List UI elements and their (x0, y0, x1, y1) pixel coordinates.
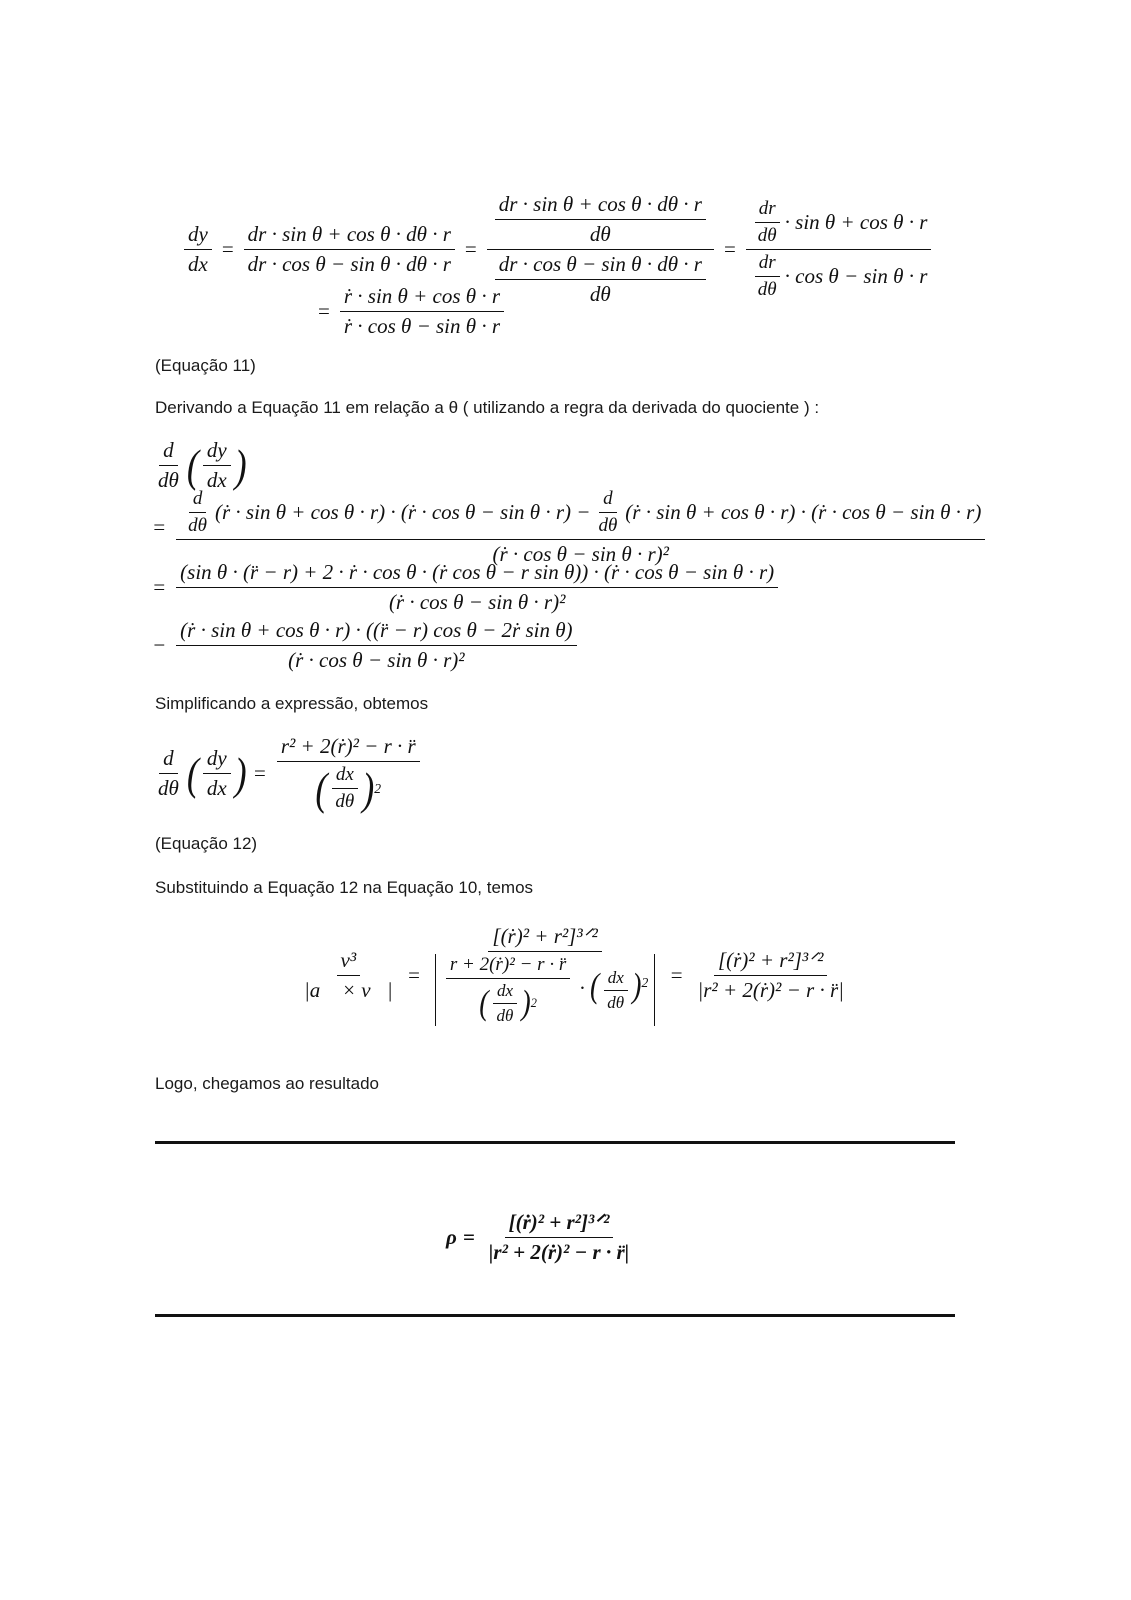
equation-12-label: (Equação 12) (155, 834, 258, 853)
quotient-den: (ṙ · cos θ − sin θ · r)² (492, 542, 669, 566)
quotient-num-b: (ṙ · sin θ + cos θ · r) · (ṙ · cos θ − sin θ · r) (625, 500, 982, 524)
substitute-text: Substituindo a Equação 12 na Equação 10, temos (155, 878, 534, 897)
equation-11-line-2: = $\frac{\text{ṙ · sin θ + cos θ · r}}{\text{ṙ · cos θ − sin θ · r}}$ (312, 284, 508, 339)
derive-intro-text: Derivando a Equação 11 em relação a θ ( utilizando a regra da derivada do quociente ) : (155, 398, 820, 417)
derivative-line-3: − $\frac{\text{(ṙ · sin θ + cos θ · r) · ((r̈ − r) cos θ − 2ṙ sin θ)}}{\text{(ṙ · cos θ − sin θ · r)²}}$ (152, 618, 581, 673)
eq1-lhs-num: dy (184, 222, 212, 250)
equation-11-line-1: $\frac{dy}{dx}$ = $\frac{\text{dr · sin θ + cos θ · dθ · r}}{\text{dr · cos θ − sin θ · dθ · r}}$ = $\frac{\frac{\text{dr · sin θ + cos θ · dθ · r}}{d\theta}}{\frac{\text{dr · cos θ − sin θ · dθ · r}}{d\theta}}$ = $\frac{dr}{d\theta}$ · sin θ + cos θ · r $\frac{dr}{d\theta}$ · cos θ − sin θ · r (180, 192, 935, 307)
eq12-den-dtheta: dθ (335, 791, 355, 812)
conclusion-text: Logo, chegamos ao resultado (155, 1074, 379, 1093)
equation-12: $\frac{d}{d\theta}$ ( $\frac{dy}{dx}$ ) = r² + 2(ṙ)² − r · r̈ ( $\frac{dx}{d\theta}$ ) 2 (150, 734, 424, 813)
sub-lhs-den: |a⃗ × v⃗| (304, 977, 393, 1002)
eq1-d-num: ṙ · sin θ + cos θ · r (340, 284, 504, 312)
sub-rhs-num: [(ṙ)² + r²]³ᐟ² (714, 948, 827, 976)
derivative-line-2: = (sin θ · (r̈ − r) + 2 · ṙ · cos θ · (ṙ cos θ − r sin θ)) · (ṙ · cos θ − sin θ · r) (ṙ · cos θ − sin θ · r)² (152, 560, 782, 615)
result-num: [(ṙ)² + r²]³ᐟ² (505, 1210, 614, 1238)
line3-den: (ṙ · cos θ − sin θ · r)² (288, 648, 465, 672)
derivative-line-1: = $\frac{d}{d\theta}$ (ṙ · sin θ + cos θ · r) · (ṙ · cos θ − sin θ · r) − $\frac{d}{d\theta}$ (ṙ · sin θ + cos θ · r) · (ṙ · cos θ − sin θ · r) (ṙ · cos θ − sin θ · r)² (152, 488, 989, 567)
line2-den: (ṙ · cos θ − sin θ · r)² (388, 590, 566, 614)
line2-num: (sin θ · (r̈ − r) + 2 · ṙ · cos θ · (ṙ cos θ − r sin θ)) · (ṙ · cos θ − sin θ · r) (176, 560, 778, 588)
equation-11-label: (Equação 11) (155, 356, 256, 375)
sub-lhs-num: v³ (337, 948, 361, 976)
sub-rhs-den: |r² + 2(ṙ)² − r · r̈| (697, 977, 844, 1002)
eq1-b-num-bot: dθ (589, 222, 611, 246)
result-equation: ρ = $\frac{\text{[(ṙ)² + r²]³ᐟ²}}{\text{|r² + 2(ṙ)² − r · r̈|}}$ (446, 1210, 637, 1265)
eq1-lhs-den: dx (188, 252, 208, 276)
eq1-b-den-bot: dθ (589, 282, 611, 306)
eq1-c-den-tail: · cos θ − sin θ · r (784, 264, 928, 288)
result-bottom-rule (155, 1314, 955, 1317)
eq12-den-dx: dx (332, 764, 358, 789)
sub-mid-num: [(ṙ)² + r²]³ᐟ² (488, 924, 601, 952)
eq1-d-den: ṙ · cos θ − sin θ · r (343, 314, 500, 338)
result-den: |r² + 2(ṙ)² − r · r̈| (488, 1240, 630, 1264)
eq12-num: r² + 2(ṙ)² − r · r̈ (277, 734, 420, 762)
rho-symbol: ρ (446, 1225, 457, 1249)
eq1-a-den: dr · cos θ − sin θ · dθ · r (247, 252, 451, 276)
eq1-b-den-top: dr · cos θ − sin θ · dθ · r (495, 252, 706, 280)
substitution-equation: $\frac{\text{v³}}{|a⃗ \times v⃗|}$ = [(ṙ)² + r²]³ᐟ² r + 2(ṙ)² − r · r̈ ( $\frac{dx}{d\theta}$ ) 2 · ( $\frac{dx}{d\theta}$ )$^2$ = $\frac{\text{[(ṙ)² + r²]³ᐟ²}}{\text{|r² + 2(ṙ)² − r · r̈|}}$ (296, 924, 852, 1026)
simplify-text: Simplificando a expressão, obtemos (155, 694, 429, 713)
sub-inner-num: r + 2(ṙ)² − r · r̈ (446, 954, 570, 979)
derivative-lhs: $\frac{d}{d\theta}$ ( $\frac{dy}{dx}$ ) (158, 438, 247, 492)
line3-num: (ṙ · sin θ + cos θ · r) · ((r̈ − r) cos θ − 2ṙ sin θ) (176, 618, 576, 646)
eq1-b-num-top: dr · sin θ + cos θ · dθ · r (495, 192, 706, 220)
result-top-rule (155, 1141, 955, 1144)
eq1-c-num-tail: · sin θ + cos θ · r (784, 210, 928, 234)
eq1-a-num: dr · sin θ + cos θ · dθ · r (244, 222, 455, 250)
quotient-num-a: (ṙ · sin θ + cos θ · r) · (ṙ · cos θ − sin θ · r) − (215, 500, 591, 524)
